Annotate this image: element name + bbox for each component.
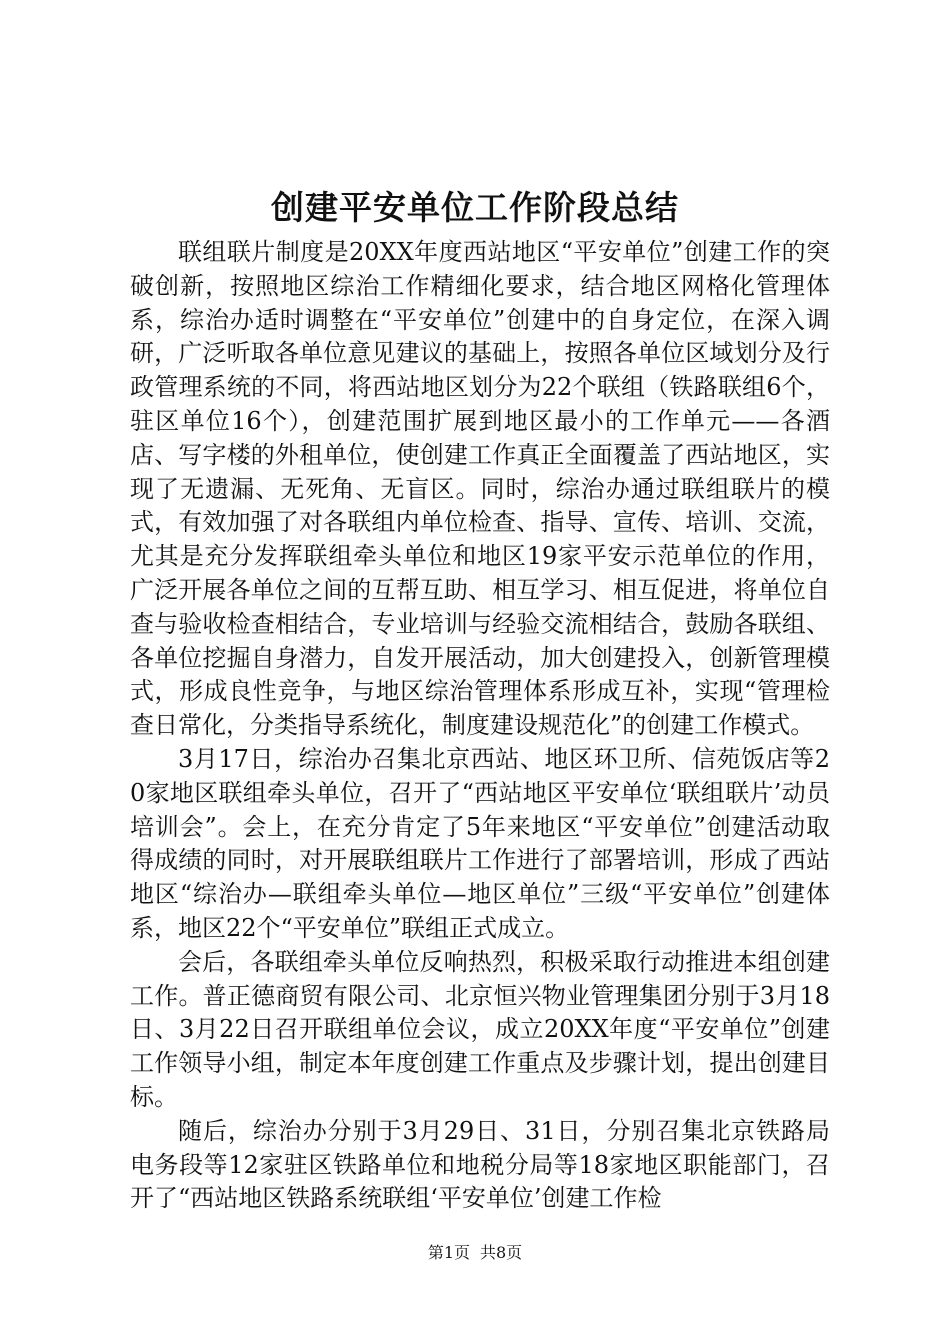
paragraph-1: 联组联片制度是20XX年度西站地区“平安单位”创建工作的突破创新，按照地区综治工作精细化要求，结合地区网格化管理体系，综治办适时调整在“平安单位”创建中的自身定位，在深入调研，广泛听取各单位意见建议的基础上，按照各单位区域划分及行政管理系统的不同，将西站地区划分为22个联组（铁路联组6个，驻区单位16个），创建范围扩展到地区最小的工作单元——各酒店、写字楼的外租单位，使创建工作真正全面覆盖了西站地区，实现了无遗漏、无死角、无盲区。同时，综治办通过联组联片的模式，有效加强了对各联组内单位检查、指导、宣传、培训、交流，尤其是充分发挥联组牵头单位和地区19家平安示范单位的作用，广泛开展各单位之间的互帮互助、相互学习、相互促进，将单位自查与验收检查相结合，专业培训与经验交流相结合，鼓励各联组、各单位挖掘自身潜力，自发开展活动，加大创建投入，创新管理模式，形成良性竞争，与地区综治管理体系形成互补，实现“管理检查日常化，分类指导系统化，制度建设规范化”的创建工作模式。 [130,238,830,740]
page-number: 第1页 [427,1243,470,1262]
document-body [130,236,830,1216]
page-footer [0,1243,950,1263]
paragraph-4: 随后，综治办分别于3月29日、31日，分别召集北京铁路局电务段等12家驻区铁路单位和地税分局等18家地区职能部门，召开了“西站地区铁路系统联组‘平安单位’创建工作检 [130,1116,830,1213]
paragraph-2: 3月17日，综治办召集北京西站、地区环卫所、信苑饭店等20家地区联组牵头单位，召开了“西站地区平安单位‘联组联片’动员培训会”。会上，在充分肯定了5年来地区“平安单位”创建活动取得成绩的同时，对开展联组联片工作进行了部署培训，形成了西站地区“综治办—联组牵头单位—地区单位”三级“平安单位”创建体系，地区22个“平安单位”联组正式成立。 [130,744,830,942]
page-total: 共8页 [480,1243,523,1262]
paragraph-3: 会后，各联组牵头单位反响热烈，积极采取行动推进本组创建工作。普正德商贸有限公司、北京恒兴物业管理集团分别于3月18日、3月22日召开联组单位会议，成立20XX年度“平安单位”创建工作领导小组，制定本年度创建工作重点及步骤计划，提出创建目标。 [130,947,830,1111]
document-title: 创建平安单位工作阶段总结 [271,188,679,227]
